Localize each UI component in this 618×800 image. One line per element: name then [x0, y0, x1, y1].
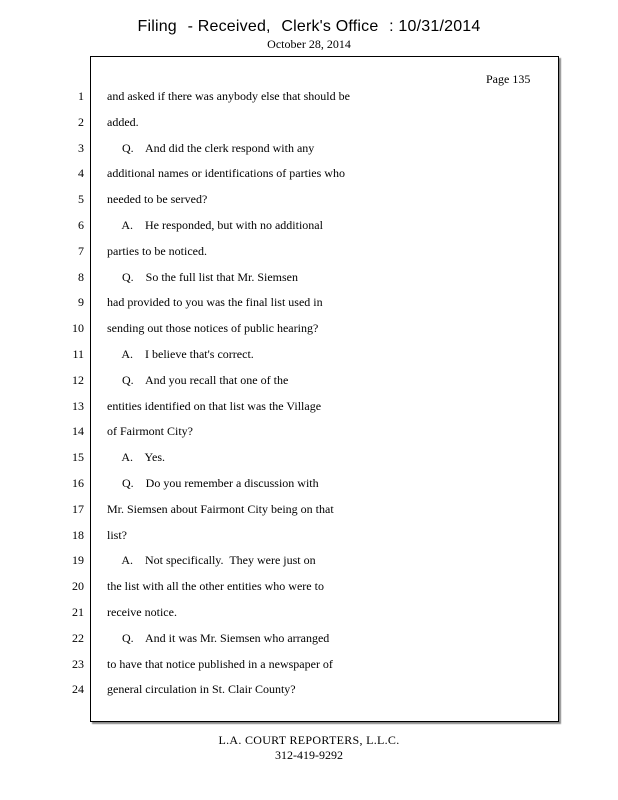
line-text: parties to be noticed.: [107, 243, 207, 258]
line-number: 15: [72, 450, 84, 465]
received-label: - Received,: [187, 18, 271, 35]
line-text: A. Not specifically. They were just on: [107, 553, 316, 568]
line-text: list?: [107, 527, 127, 542]
line-text: the list with all the other entities who were to: [107, 579, 324, 594]
line-text: Q. And you recall that one of the: [107, 372, 289, 387]
transcript-line: [0, 270, 618, 290]
transcript-line: [0, 553, 618, 573]
line-number: 16: [72, 476, 84, 490]
transcript-line: [0, 373, 618, 393]
transcript-line: [0, 605, 618, 625]
transcript-line: [0, 347, 618, 367]
line-number: 2: [78, 114, 84, 129]
line-number: 10: [72, 321, 84, 336]
transcript-line: [0, 502, 618, 522]
transcript-line: [0, 631, 618, 651]
line-number: 1: [78, 89, 84, 103]
line-number: 21: [72, 605, 84, 619]
transcript-line: [0, 166, 618, 186]
line-text: general circulation in St. Clair County?: [107, 682, 296, 697]
line-number: 3: [78, 140, 84, 155]
line-text: to have that notice published in a newspaper of: [107, 656, 333, 671]
transcript-line: [0, 528, 618, 548]
line-text: Q. So the full list that Mr. Siemsen: [107, 269, 298, 284]
transcript-line: [0, 244, 618, 264]
transcript-line: [0, 682, 618, 702]
line-number: 9: [78, 295, 84, 310]
transcript-line: [0, 657, 618, 677]
transcript-line: [0, 295, 618, 315]
line-text: Q. And it was Mr. Siemsen who arranged: [107, 630, 330, 645]
line-text: A. He responded, but with no additional: [107, 218, 323, 232]
line-number: 7: [78, 243, 84, 258]
transcript-line: [0, 89, 618, 109]
line-text: of Fairmont City?: [107, 424, 193, 439]
line-number: 13: [72, 398, 84, 413]
line-text: needed to be served?: [107, 192, 208, 207]
line-number: 24: [72, 682, 84, 697]
line-text: A. Yes.: [107, 450, 166, 465]
line-number: 19: [72, 553, 84, 568]
reporter-company: L.A. COURT REPORTERS, L.L.C.: [218, 733, 400, 747]
page-number: Page 135: [486, 72, 531, 86]
transcript-line: [0, 399, 618, 419]
filing-date: : 10/31/2014: [389, 18, 481, 35]
line-text: additional names or identifications of parties who: [107, 166, 345, 181]
line-number: 11: [72, 347, 84, 361]
filing-label: Filing: [137, 18, 177, 35]
line-number: 5: [78, 192, 84, 207]
office-label: Clerk's Office: [281, 18, 379, 35]
line-text: entities identified on that list was the Village: [107, 398, 322, 413]
line-number: 6: [78, 218, 84, 232]
line-text: sending out those notices of public hearing?: [107, 321, 319, 336]
line-number: 12: [72, 372, 84, 387]
line-number: 20: [72, 579, 84, 594]
transcript-line: [0, 579, 618, 599]
transcript-line: [0, 115, 618, 135]
line-text: receive notice.: [107, 605, 177, 619]
line-text: A. I believe that's correct.: [107, 347, 254, 361]
transcript-line: [0, 424, 618, 444]
line-number: 22: [72, 630, 84, 645]
reporter-phone: 312-419-9292: [275, 748, 343, 762]
line-text: and asked if there was anybody else that should be: [107, 89, 350, 103]
line-number: 14: [72, 424, 84, 439]
line-text: Mr. Siemsen about Fairmont City being on that: [107, 501, 334, 516]
transcript-line: [0, 476, 618, 496]
transcript-line: [0, 321, 618, 341]
line-text: Q. Do you remember a discussion with: [107, 476, 319, 490]
transcript-line: [0, 450, 618, 470]
line-text: added.: [107, 114, 139, 129]
deposition-date: October 28, 2014: [267, 37, 351, 51]
line-text: had provided to you was the final list used in: [107, 295, 323, 310]
line-number: 8: [78, 269, 84, 284]
line-number: 23: [72, 656, 84, 671]
filing-stamp: [0, 18, 618, 36]
transcript-line: [0, 218, 618, 238]
line-text: Q. And did the clerk respond with any: [107, 140, 315, 155]
transcript-line: [0, 141, 618, 161]
line-number: 18: [72, 527, 84, 542]
line-number: 17: [72, 501, 84, 516]
line-number: 4: [78, 166, 84, 181]
transcript-line: [0, 192, 618, 212]
